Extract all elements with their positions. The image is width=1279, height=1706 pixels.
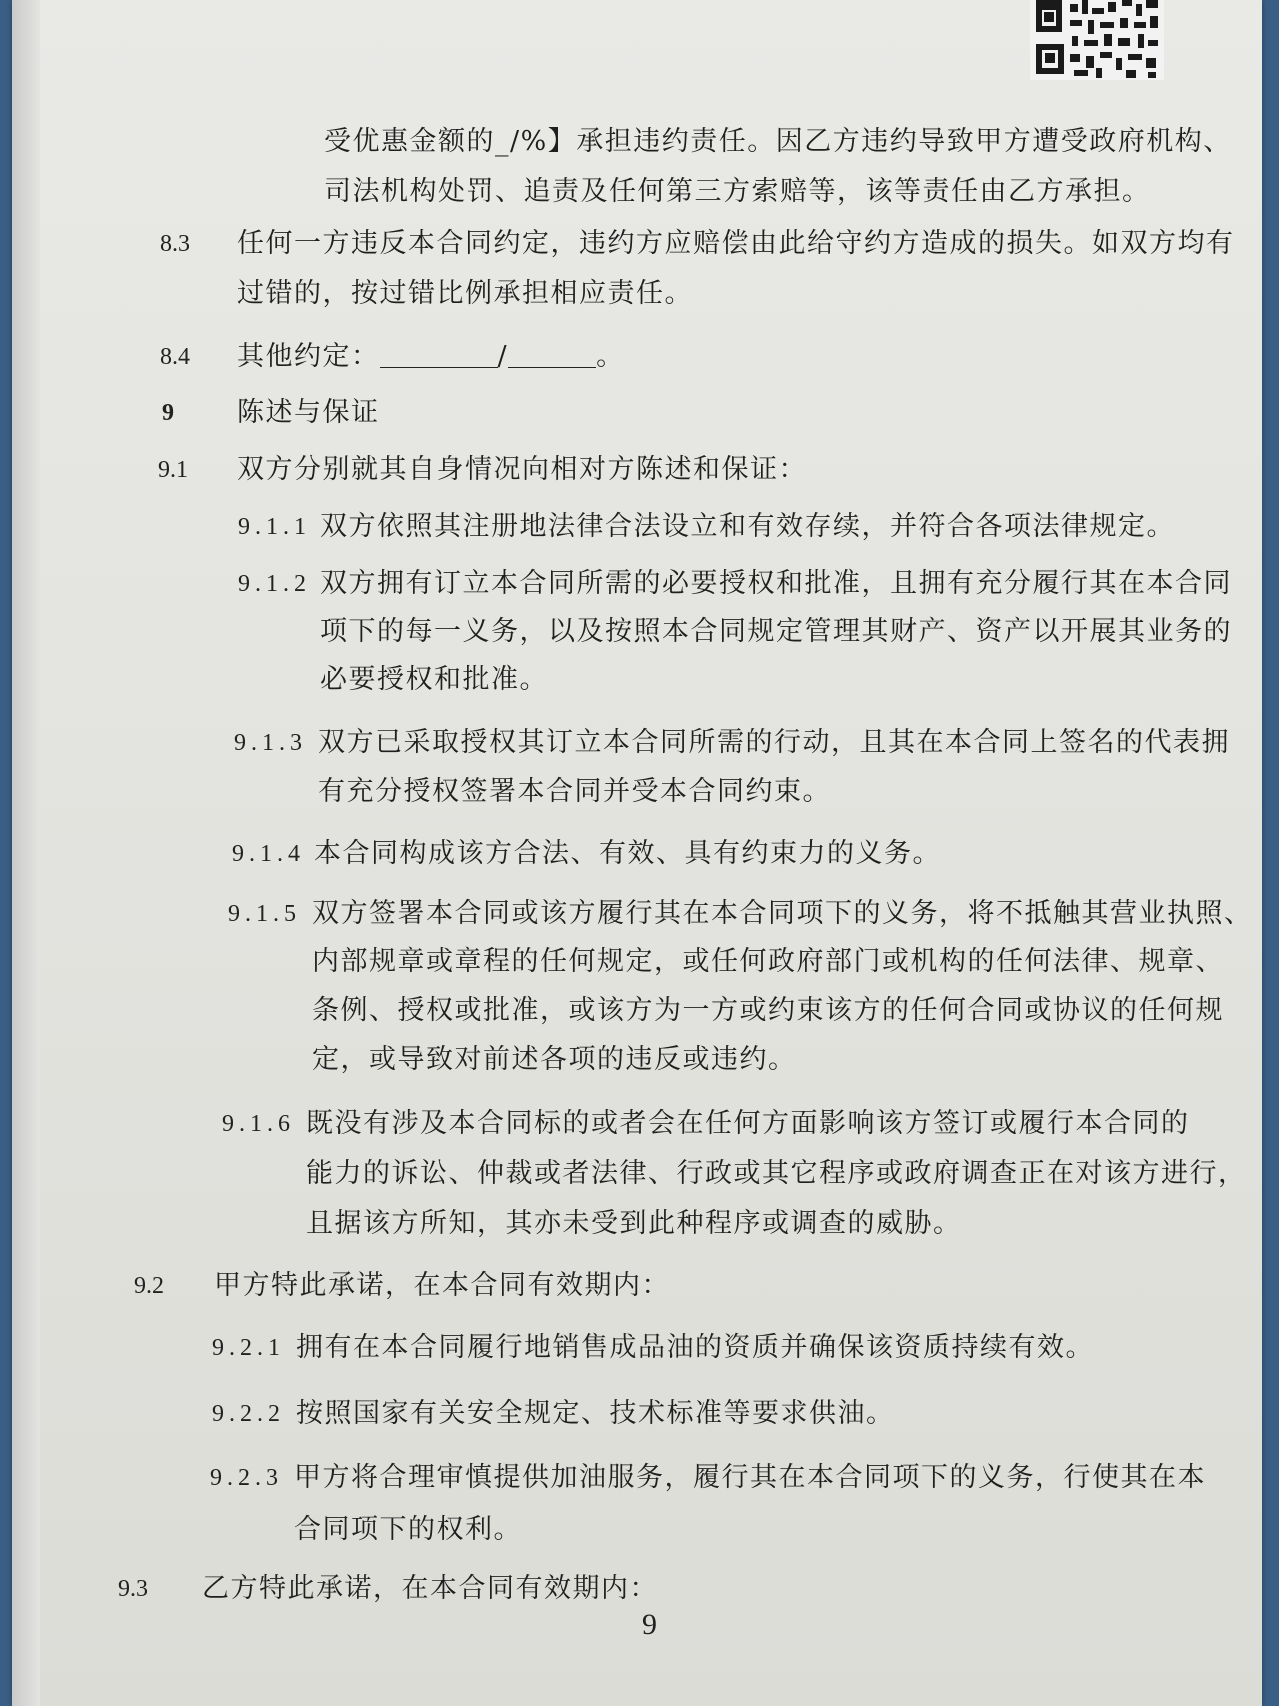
page-number: 9 <box>642 1608 657 1641</box>
clause-number: 9.3 <box>118 1576 148 1602</box>
section-heading: 陈述与保证 <box>237 397 380 428</box>
clause-number: 9.1.5 <box>228 901 301 927</box>
text-line: 内部规章或章程的任何规定，或任何政府部门或机构的任何法律、规章、 <box>312 946 1224 977</box>
text-line: 既没有涉及本合同标的或者会在任何方面影响该方签订或履行本合同的 <box>306 1108 1190 1139</box>
document-page <box>12 0 1262 1706</box>
text-line: 必要授权和批准。 <box>320 664 548 695</box>
fill-blank[interactable] <box>508 345 596 368</box>
terminal-punctuation: 。 <box>596 341 625 372</box>
text-line: 乙方特此承诺，在本合同有效期内： <box>202 1573 658 1604</box>
clause-number: 9.1.2 <box>238 571 311 597</box>
text-line: 能力的诉讼、仲裁或者法律、行政或其它程序或政府调查正在对该方进行， <box>306 1158 1247 1189</box>
text-line: 且据该方所知，其亦未受到此种程序或调查的威胁。 <box>306 1208 962 1239</box>
qr-code-image <box>1030 0 1164 80</box>
text-line: 有充分授权签署本合同并受本合同约束。 <box>318 776 831 807</box>
clause-number: 9.2.3 <box>210 1465 283 1491</box>
text-line: 定，或导致对前述各项的违反或违约。 <box>312 1044 797 1075</box>
text-line: 本合同构成该方合法、有效、具有约束力的义务。 <box>314 838 941 869</box>
clause-number: 9.1.4 <box>232 841 305 867</box>
text-line: 项下的每一义务，以及按照本合同规定管理其财产、资产以开展其业务的 <box>320 616 1232 647</box>
text-line: 合同项下的权利。 <box>294 1514 522 1545</box>
fill-blank[interactable] <box>380 345 498 368</box>
text-line: 司法机构处罚、追责及任何第三方索赔等，该等责任由乙方承担。 <box>324 176 1151 207</box>
text-line: 双方签署本合同或该方履行其在本合同项下的义务，将不抵触其营业执照、 <box>312 898 1253 929</box>
clause-number: 8.3 <box>160 231 190 257</box>
text-line: 甲方将合理审慎提供加油服务，履行其在本合同项下的义务，行使其在本 <box>294 1462 1206 1493</box>
text-line: 拥有在本合同履行地销售成品油的资质并确保该资质持续有效。 <box>296 1332 1094 1363</box>
section-number: 9 <box>162 400 174 426</box>
text-line: 双方依照其注册地法律合法设立和有效存续，并符合各项法律规定。 <box>320 511 1175 542</box>
text-line: 任何一方违反本合同约定，违约方应赔偿由此给守约方造成的损失。如双方均有 <box>237 228 1235 259</box>
clause-number: 9.1 <box>158 457 188 483</box>
page-edge-shadow <box>12 0 40 1706</box>
clause-number: 9.2.1 <box>212 1335 285 1361</box>
text-line: 双方已采取授权其订立本合同所需的行动，且其在本合同上签名的代表拥 <box>318 727 1230 758</box>
text-line: 甲方特此承诺，在本合同有效期内： <box>214 1270 670 1301</box>
text-line: 受优惠金额的_/%】承担违约责任。因乙方违约导致甲方遭受政府机构、 <box>324 126 1232 157</box>
other-terms-label: 其他约定： <box>237 341 380 372</box>
text-line: 双方拥有订立本合同所需的必要授权和批准，且拥有充分履行其在本合同 <box>320 568 1232 599</box>
text-line: 按照国家有关安全规定、技术标准等要求供油。 <box>296 1398 895 1429</box>
clause-number: 9.1.6 <box>222 1111 295 1137</box>
text-line: 双方分别就其自身情况向相对方陈述和保证： <box>237 454 807 485</box>
clause-number: 9.1.1 <box>238 514 311 540</box>
text-line: 过错的，按过错比例承担相应责任。 <box>237 278 693 309</box>
clause-number: 9.1.3 <box>234 730 307 756</box>
other-terms-line <box>237 339 625 375</box>
text-line: 条例、授权或批准，或该方为一方或约束该方的任何合同或协议的任何规 <box>312 995 1224 1026</box>
blank-separator: / <box>497 341 509 372</box>
clause-number: 9.2 <box>134 1273 164 1299</box>
clause-number: 8.4 <box>160 344 190 370</box>
clause-number: 9.2.2 <box>212 1401 285 1427</box>
